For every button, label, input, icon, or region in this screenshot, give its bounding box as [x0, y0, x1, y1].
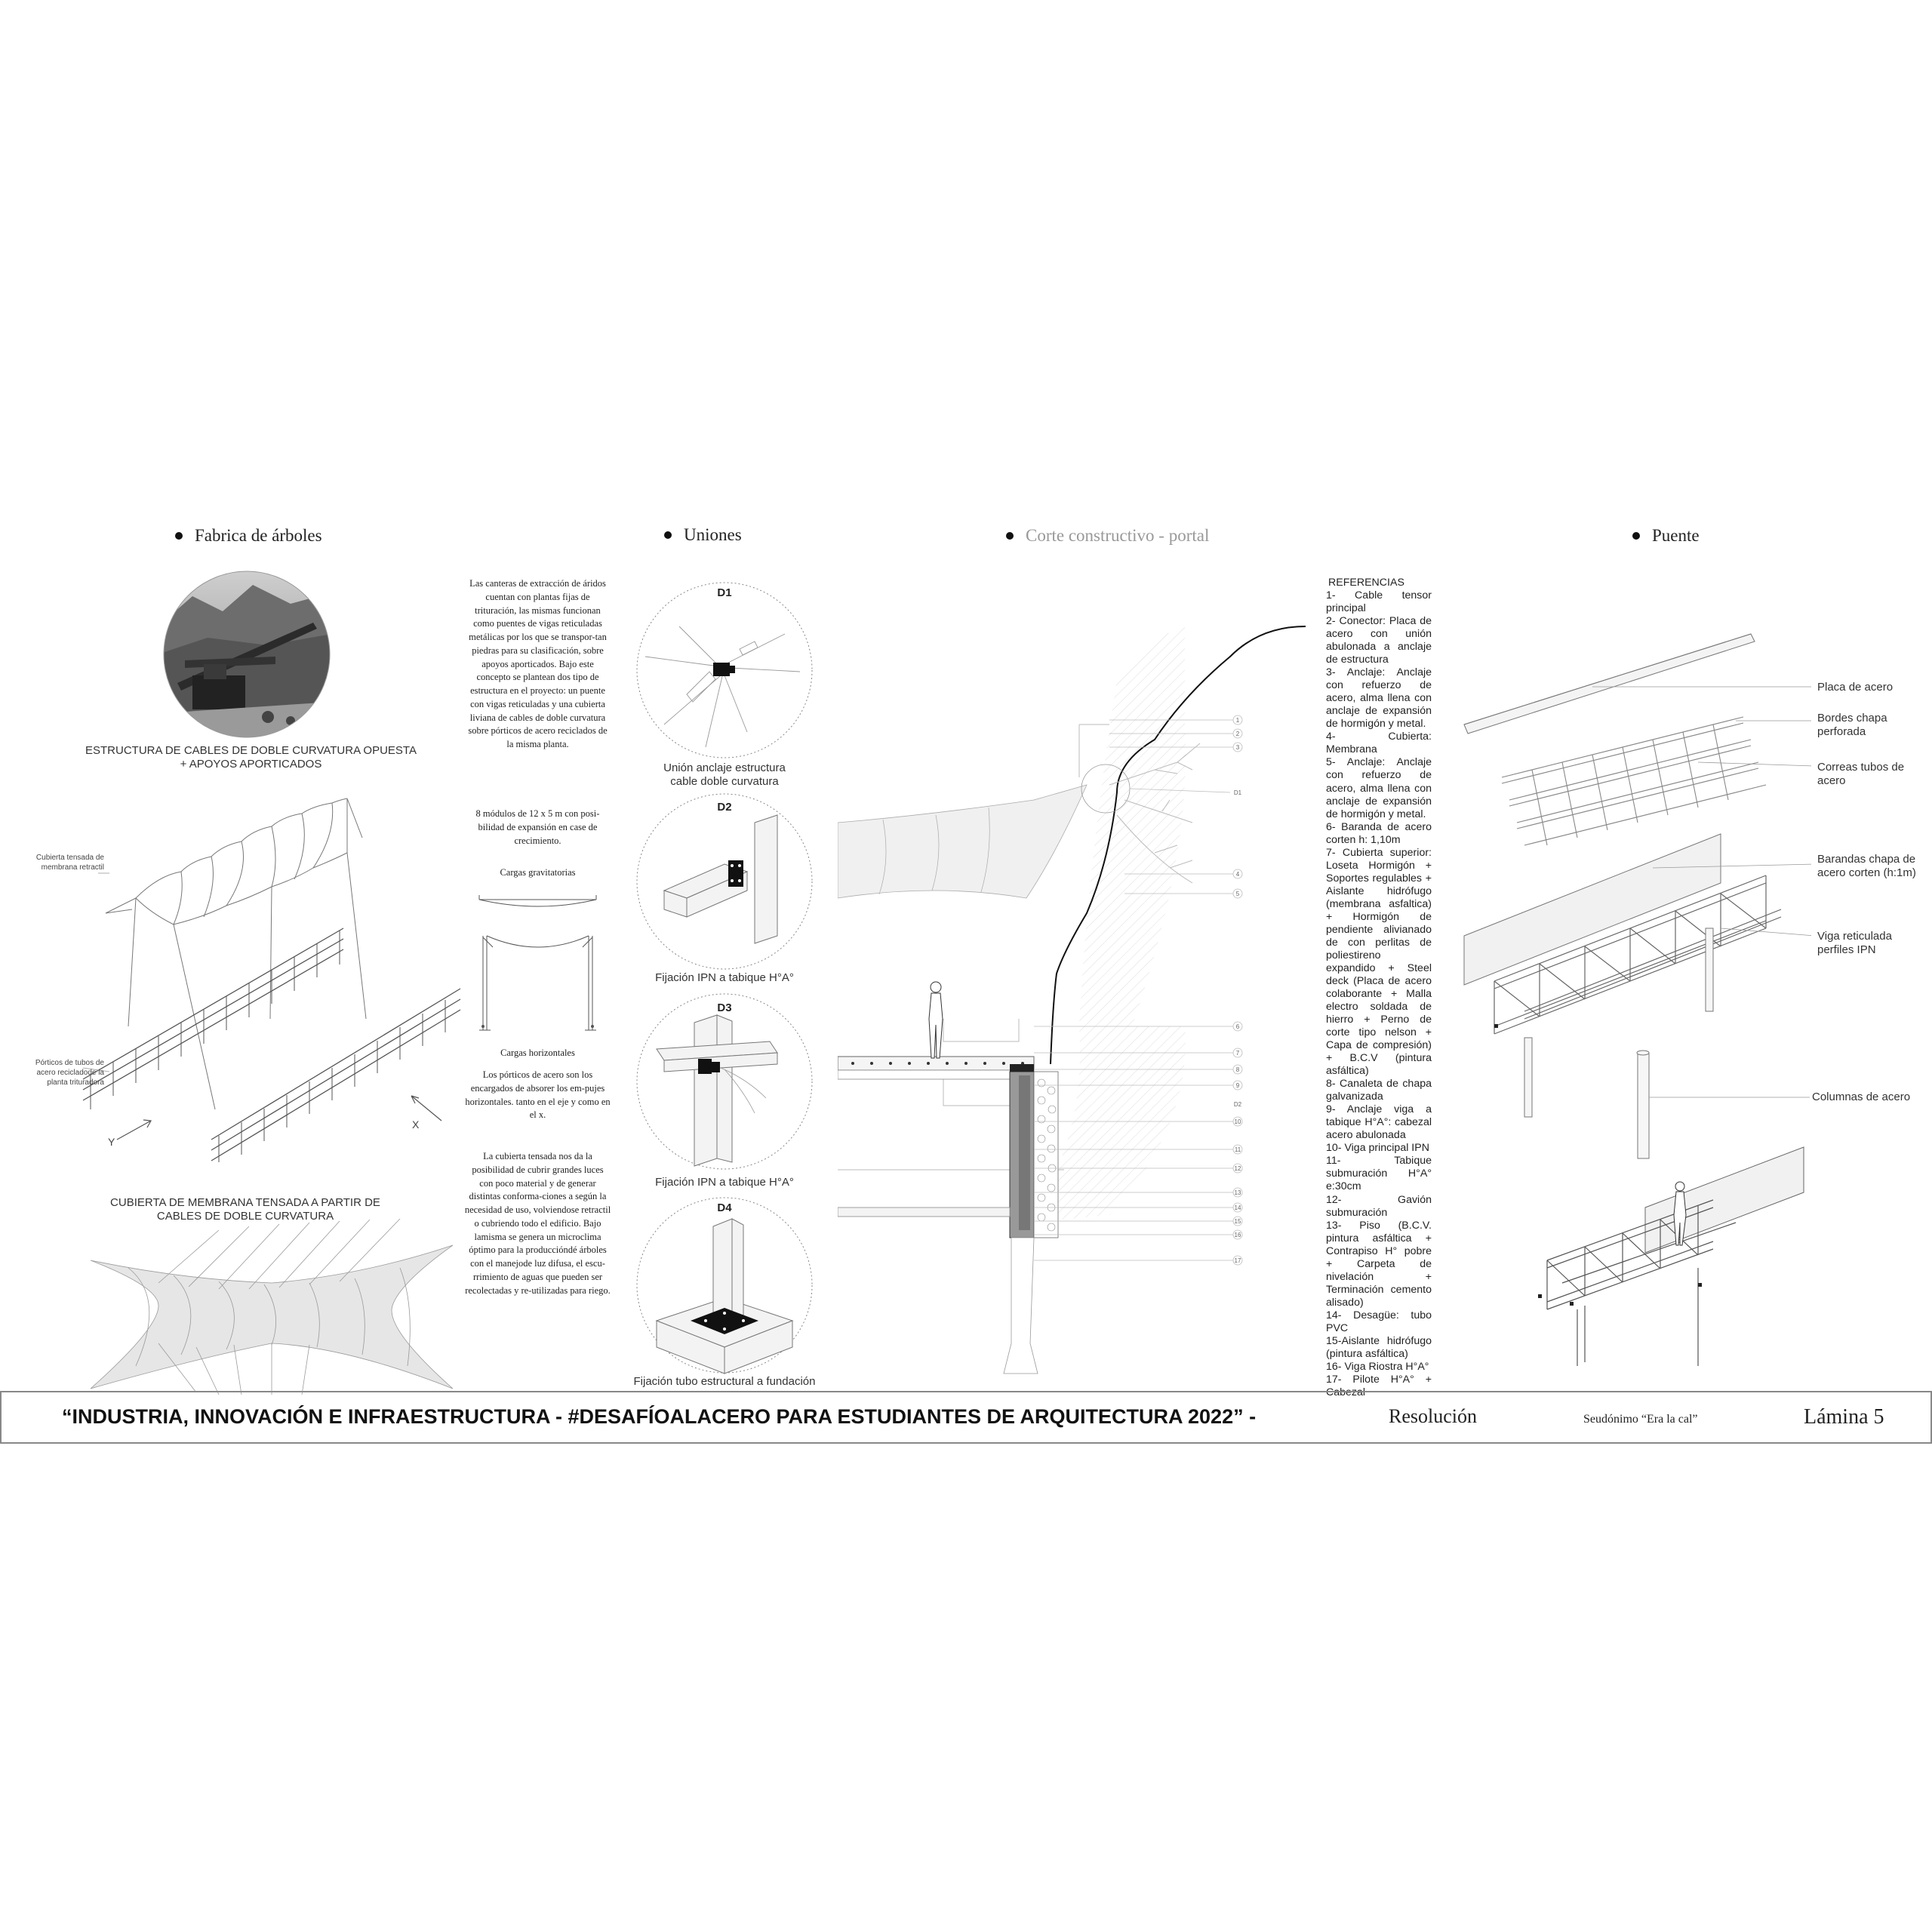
referencia-item: 17- Pilote H°A° + Cabezal	[1326, 1373, 1435, 1398]
corte-marker: 17	[1234, 1257, 1241, 1264]
estructura-title: ESTRUCTURA DE CABLES DE DOBLE CURVATURA OPUESTA + APOYOS APORTICADOS	[85, 744, 417, 771]
footer-title: “INDUSTRIA, INNOVACIÓN E INFRAESTRUCTURA - #DESAFÍOALACERO PARA ESTUDIANTES DE ARQUITECTURA 2022” -	[62, 1405, 1257, 1428]
referencia-item: 13- Piso (B.C.V. pintura asfáltica + Contrapiso H° pobre + Carpeta de nivelación + Terminación cemento alisado)	[1326, 1219, 1435, 1309]
corte-marker: D2	[1233, 1101, 1242, 1108]
membrane-perspective	[45, 1215, 468, 1396]
detail-d2	[634, 792, 815, 971]
detail-d2-caption: Fijación IPN a tabique H°A°	[655, 971, 794, 984]
bullet-icon	[664, 531, 672, 539]
detail-d1	[634, 581, 815, 759]
corte-marker: 11	[1234, 1146, 1241, 1153]
corte-marker: 7	[1235, 1050, 1240, 1057]
puente-label-barandas: Barandas chapa de acero corten (h:1m)	[1817, 853, 1916, 880]
detail-d4-caption: Fijación tubo estructural a fundación	[633, 1375, 816, 1388]
referencia-item: 15-Aislante hidrófugo (pintura asfáltica)	[1326, 1334, 1435, 1360]
membrana-title: CUBIERTA DE MEMBRANA TENSADA A PARTIR DE CABLES DE DOBLE CURVATURA	[110, 1196, 380, 1223]
puente-label-bordes: Bordes chapa perforada	[1817, 712, 1887, 739]
corte-marker: 1	[1235, 717, 1240, 724]
cargas-horizontales-label: Cargas horizontales	[500, 1048, 575, 1058]
corte-marker: 14	[1234, 1204, 1241, 1211]
intro-text: Las canteras de extracción de áridos cuentan con plantas fijas de trituración, las mismas funcionan como puentes de vigas reticuladas metálicas por los que se transpor-tan piedras para su clasificación, sobre apoyos aporticados. Bajo este concepto se plantean dos tipo de estructura en el proyecto: un puente con vigas reticuladas y una cubierta liviana de cables de doble curvatura sobre pórticos de acero reciclados de la misma planta.	[468, 578, 608, 749]
cargas-gravitatorias-label: Cargas gravitatorias	[500, 867, 576, 878]
referencia-item: 12- Gavión submuración	[1326, 1193, 1435, 1219]
puente-label-placa: Placa de acero	[1817, 681, 1894, 694]
corte-marker: 5	[1235, 891, 1240, 897]
axis-y-label: Y	[108, 1136, 115, 1148]
cubierta-text: La cubierta tensada nos da la posibilidad de cubrir grandes luces con poco material y de generar distintas conforma-ciones a según la necesidad de uso, volviendose retractil o cubriendo todo el edificio. Bajo lamisma se genera un microclima óptimo para la produccióndé árboles con el manejode luz difusa, el escu-rrimiento de aguas que pueden ser recolectadas y re-utilizadas para riego.	[464, 1151, 611, 1296]
referencia-item: 1- Cable tensor principal	[1326, 589, 1435, 615]
section-title-fabrica: Fabrica de árboles	[175, 526, 322, 546]
cable-structure-axonometric	[30, 785, 472, 1162]
section-title-uniones: Uniones	[664, 525, 742, 545]
referencia-item: 8- Canaleta de chapa galvanizada	[1326, 1078, 1435, 1103]
puente-label-columnas: Columnas de acero	[1812, 1091, 1911, 1103]
detail-d4	[634, 1196, 815, 1374]
footer-resolucion: Resolución	[1389, 1405, 1477, 1427]
bullet-icon	[1632, 532, 1640, 540]
corte-marker: 6	[1235, 1023, 1240, 1030]
footer-lamina: Lámina 5	[1804, 1405, 1884, 1429]
referencia-item: 7- Cubierta superior: Loseta Hormigón + Soportes regulables + Aislante hidrófugo (membrana asfaltica) + Hormigón de pendiente alivianado de con perlitas de poliestireno expandido + Steel deck (Placa de acero colaborante + Malla electro soldada de hierro + Perno de corte tipo nelson + Capa de compresión) + B.C.V (pintura asfáltica)	[1326, 846, 1435, 1078]
modulos-text: 8 módulos de 12 x 5 m con posi-bilidad de expansión en case de crecimiento.	[475, 808, 600, 846]
constructive-section	[838, 611, 1328, 1389]
referencias-title: REFERENCIAS	[1328, 577, 1404, 589]
corte-marker: 10	[1234, 1118, 1241, 1125]
loads-diagram	[472, 891, 604, 1038]
axis-x-label: X	[412, 1118, 420, 1131]
puente-label-viga: Viga reticulada perfiles IPN	[1817, 930, 1892, 957]
referencia-item: 6- Baranda de acero corten h: 1,10m	[1326, 820, 1435, 846]
referencia-item: 2- Conector: Placa de acero con unión abulonada a anclaje de estructura	[1326, 615, 1435, 666]
label-porticos: Pórticos de tubos de acero recicladode la planta trituradora	[35, 1059, 104, 1087]
corte-marker: 4	[1235, 871, 1240, 878]
detail-d2-code: D2	[717, 801, 732, 814]
bullet-icon	[175, 532, 183, 540]
section-title-corte: Corte constructivo - portal	[1006, 526, 1209, 546]
detail-d3-caption: Fijación IPN a tabique H°A°	[655, 1176, 794, 1189]
quarry-photo	[162, 570, 332, 740]
detail-d3	[634, 992, 815, 1171]
bridge-exploded-axonometric	[1449, 619, 1811, 1374]
referencias-block	[1326, 577, 1435, 1399]
detail-d1-code: D1	[717, 586, 732, 599]
corte-marker: 8	[1235, 1066, 1240, 1073]
section-title-puente: Puente	[1632, 526, 1700, 546]
referencia-item: 10- Viga principal IPN	[1326, 1142, 1429, 1155]
referencia-item: 5- Anclaje: Anclaje con refuerzo de acero, alma llena con anclaje de expansión de hormigón y metal.	[1326, 756, 1435, 820]
porticos-text: Los pórticos de acero son los encargados de absorer los em-pujes horizontales. tanto en el eje y como en el x.	[465, 1069, 611, 1121]
footer-seudonimo: Seudónimo “Era la cal”	[1583, 1413, 1698, 1426]
corte-marker: D1	[1233, 789, 1242, 796]
corte-marker: 2	[1235, 731, 1240, 737]
detail-d3-code: D3	[717, 1001, 732, 1014]
detail-d1-caption: Unión anclaje estructura cable doble curvatura	[663, 761, 786, 789]
referencia-item: 4- Cubierta: Membrana	[1326, 731, 1435, 756]
referencia-item: 9- Anclaje viga a tabique H°A°: cabezal acero abulonada	[1326, 1103, 1435, 1142]
corte-marker: 12	[1234, 1165, 1241, 1172]
detail-d4-code: D4	[717, 1201, 732, 1214]
referencia-item: 14- Desagüe: tubo PVC	[1326, 1309, 1435, 1334]
referencia-item: 3- Anclaje: Anclaje con refuerzo de acero, alma llena con anclaje de expansión de hormigón y metal.	[1326, 666, 1435, 731]
referencia-item: 11- Tabique submuración H°A° e:30cm	[1326, 1155, 1435, 1193]
bullet-icon	[1006, 532, 1014, 540]
referencia-item: 16- Viga Riostra H°A°	[1326, 1360, 1429, 1373]
puente-label-correas: Correas tubos de acero	[1817, 761, 1905, 788]
corte-marker: 16	[1234, 1232, 1241, 1238]
corte-marker: 3	[1235, 744, 1240, 751]
corte-marker: 9	[1235, 1082, 1240, 1089]
corte-marker: 15	[1234, 1218, 1241, 1225]
corte-marker: 13	[1234, 1189, 1241, 1196]
label-cubierta: Cubierta tensada de membrana retractil	[35, 854, 104, 872]
